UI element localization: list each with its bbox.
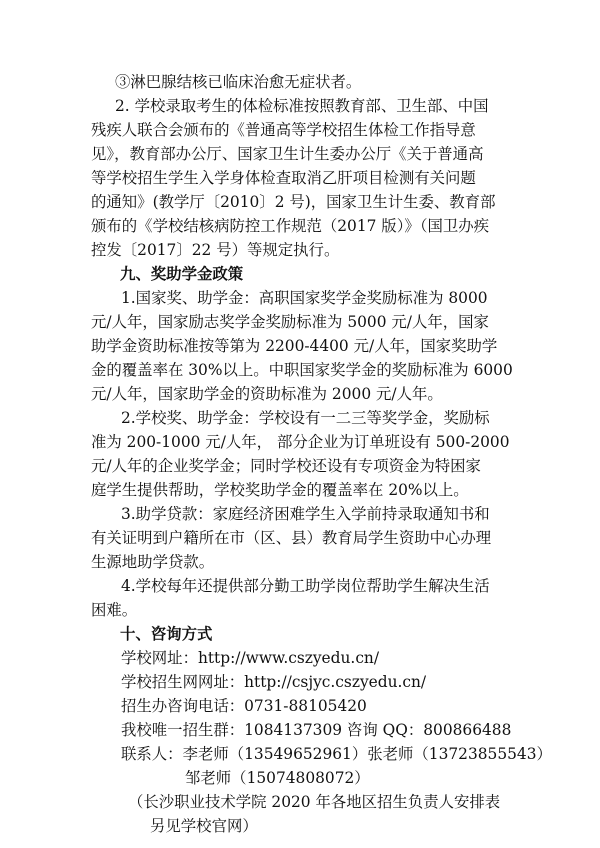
text-line-6: 的通知》(教学厅〔2010〕2 号)，国家卫生计生委、教育部	[91, 193, 496, 211]
school-website-line: 学校网址：http://www.cszyedu.cn/	[121, 649, 380, 667]
note-line-2: 另见学校官网）	[150, 817, 258, 835]
section-heading-scholarships: 九、奖助学金政策	[120, 265, 244, 283]
text-line-18: 庭学生提供帮助，学校奖助学金的覆盖率在 20%以上。	[91, 481, 469, 499]
admissions-website-line: 学校招生网网址：http://csjyc.cszyedu.cn/	[121, 673, 427, 691]
text-line-12: 助学金资助标准按等第为 2200-4400 元/人年，国家奖助学	[91, 337, 498, 355]
qq-group-line: 我校唯一招生群：1084137309 咨询 QQ：800866488	[121, 721, 512, 739]
text-line-14: 元/人年，国家助学金的资助标准为 2000 元/人年。	[91, 385, 443, 403]
text-line-4: 见》，教育部办公厅、国家卫生计生委办公厅《关于普通高	[91, 145, 484, 163]
text-line-13: 金的覆盖率在 30%以上。中职国家奖学金的奖励标准为 6000	[91, 361, 513, 379]
text-line-7: 颁布的《学校结核病防控工作规范（2017 版）》（国卫办疾	[91, 217, 490, 235]
contacts-line-2: 邹老师（15074808072）	[185, 769, 370, 787]
text-line-5: 等学校招生学生入学身体检查取消乙肝项目检测有关问题	[91, 169, 476, 187]
text-line-23: 困难。	[91, 601, 138, 619]
phone-line: 招生办咨询电话：0731-88105420	[121, 697, 367, 715]
section-heading-contact: 十、咨询方式	[120, 625, 213, 643]
note-line-1: （长沙职业技术学院 2020 年各地区招生负责人安排表	[128, 793, 501, 811]
text-line-16: 准为 200-1000 元/人年， 部分企业为订单班设有 500-2000	[91, 433, 510, 451]
text-line-10: 1.国家奖、助学金：高职国家奖学金奖励标准为 8000	[121, 289, 488, 307]
text-line-17: 元/人年的企业奖学金；同时学校还设有专项资金为特困家	[91, 457, 481, 475]
text-line-3: 残疾人联合会颁布的《普通高等学校招生体检工作指导意	[91, 121, 476, 139]
text-line-20: 有关证明到户籍所在市（区、县）教育局学生资助中心办理	[91, 529, 492, 547]
contacts-line: 联系人：李老师（13549652961）张老师（13723855543）	[121, 745, 552, 763]
text-line-21: 生源地助学贷款。	[91, 553, 215, 571]
text-line-19: 3.助学贷款：家庭经济困难学生入学前持录取通知书和	[121, 505, 490, 523]
text-line-11: 元/人年，国家励志奖学金奖励标准为 5000 元/人年，国家	[91, 313, 489, 331]
text-line-22: 4.学校每年还提供部分勤工助学岗位帮助学生解决生活	[121, 577, 490, 595]
text-line-2: 2. 学校录取考生的体检标准按照教育部、卫生部、中国	[115, 97, 489, 115]
text-line-15: 2.学校奖、助学金：学校设有一二三等奖学金，奖励标	[121, 409, 490, 427]
text-line-1: ③淋巴腺结核已临床治愈无症状者。	[115, 73, 362, 91]
text-line-8: 控发〔2017〕22 号）等规定执行。	[91, 241, 340, 259]
